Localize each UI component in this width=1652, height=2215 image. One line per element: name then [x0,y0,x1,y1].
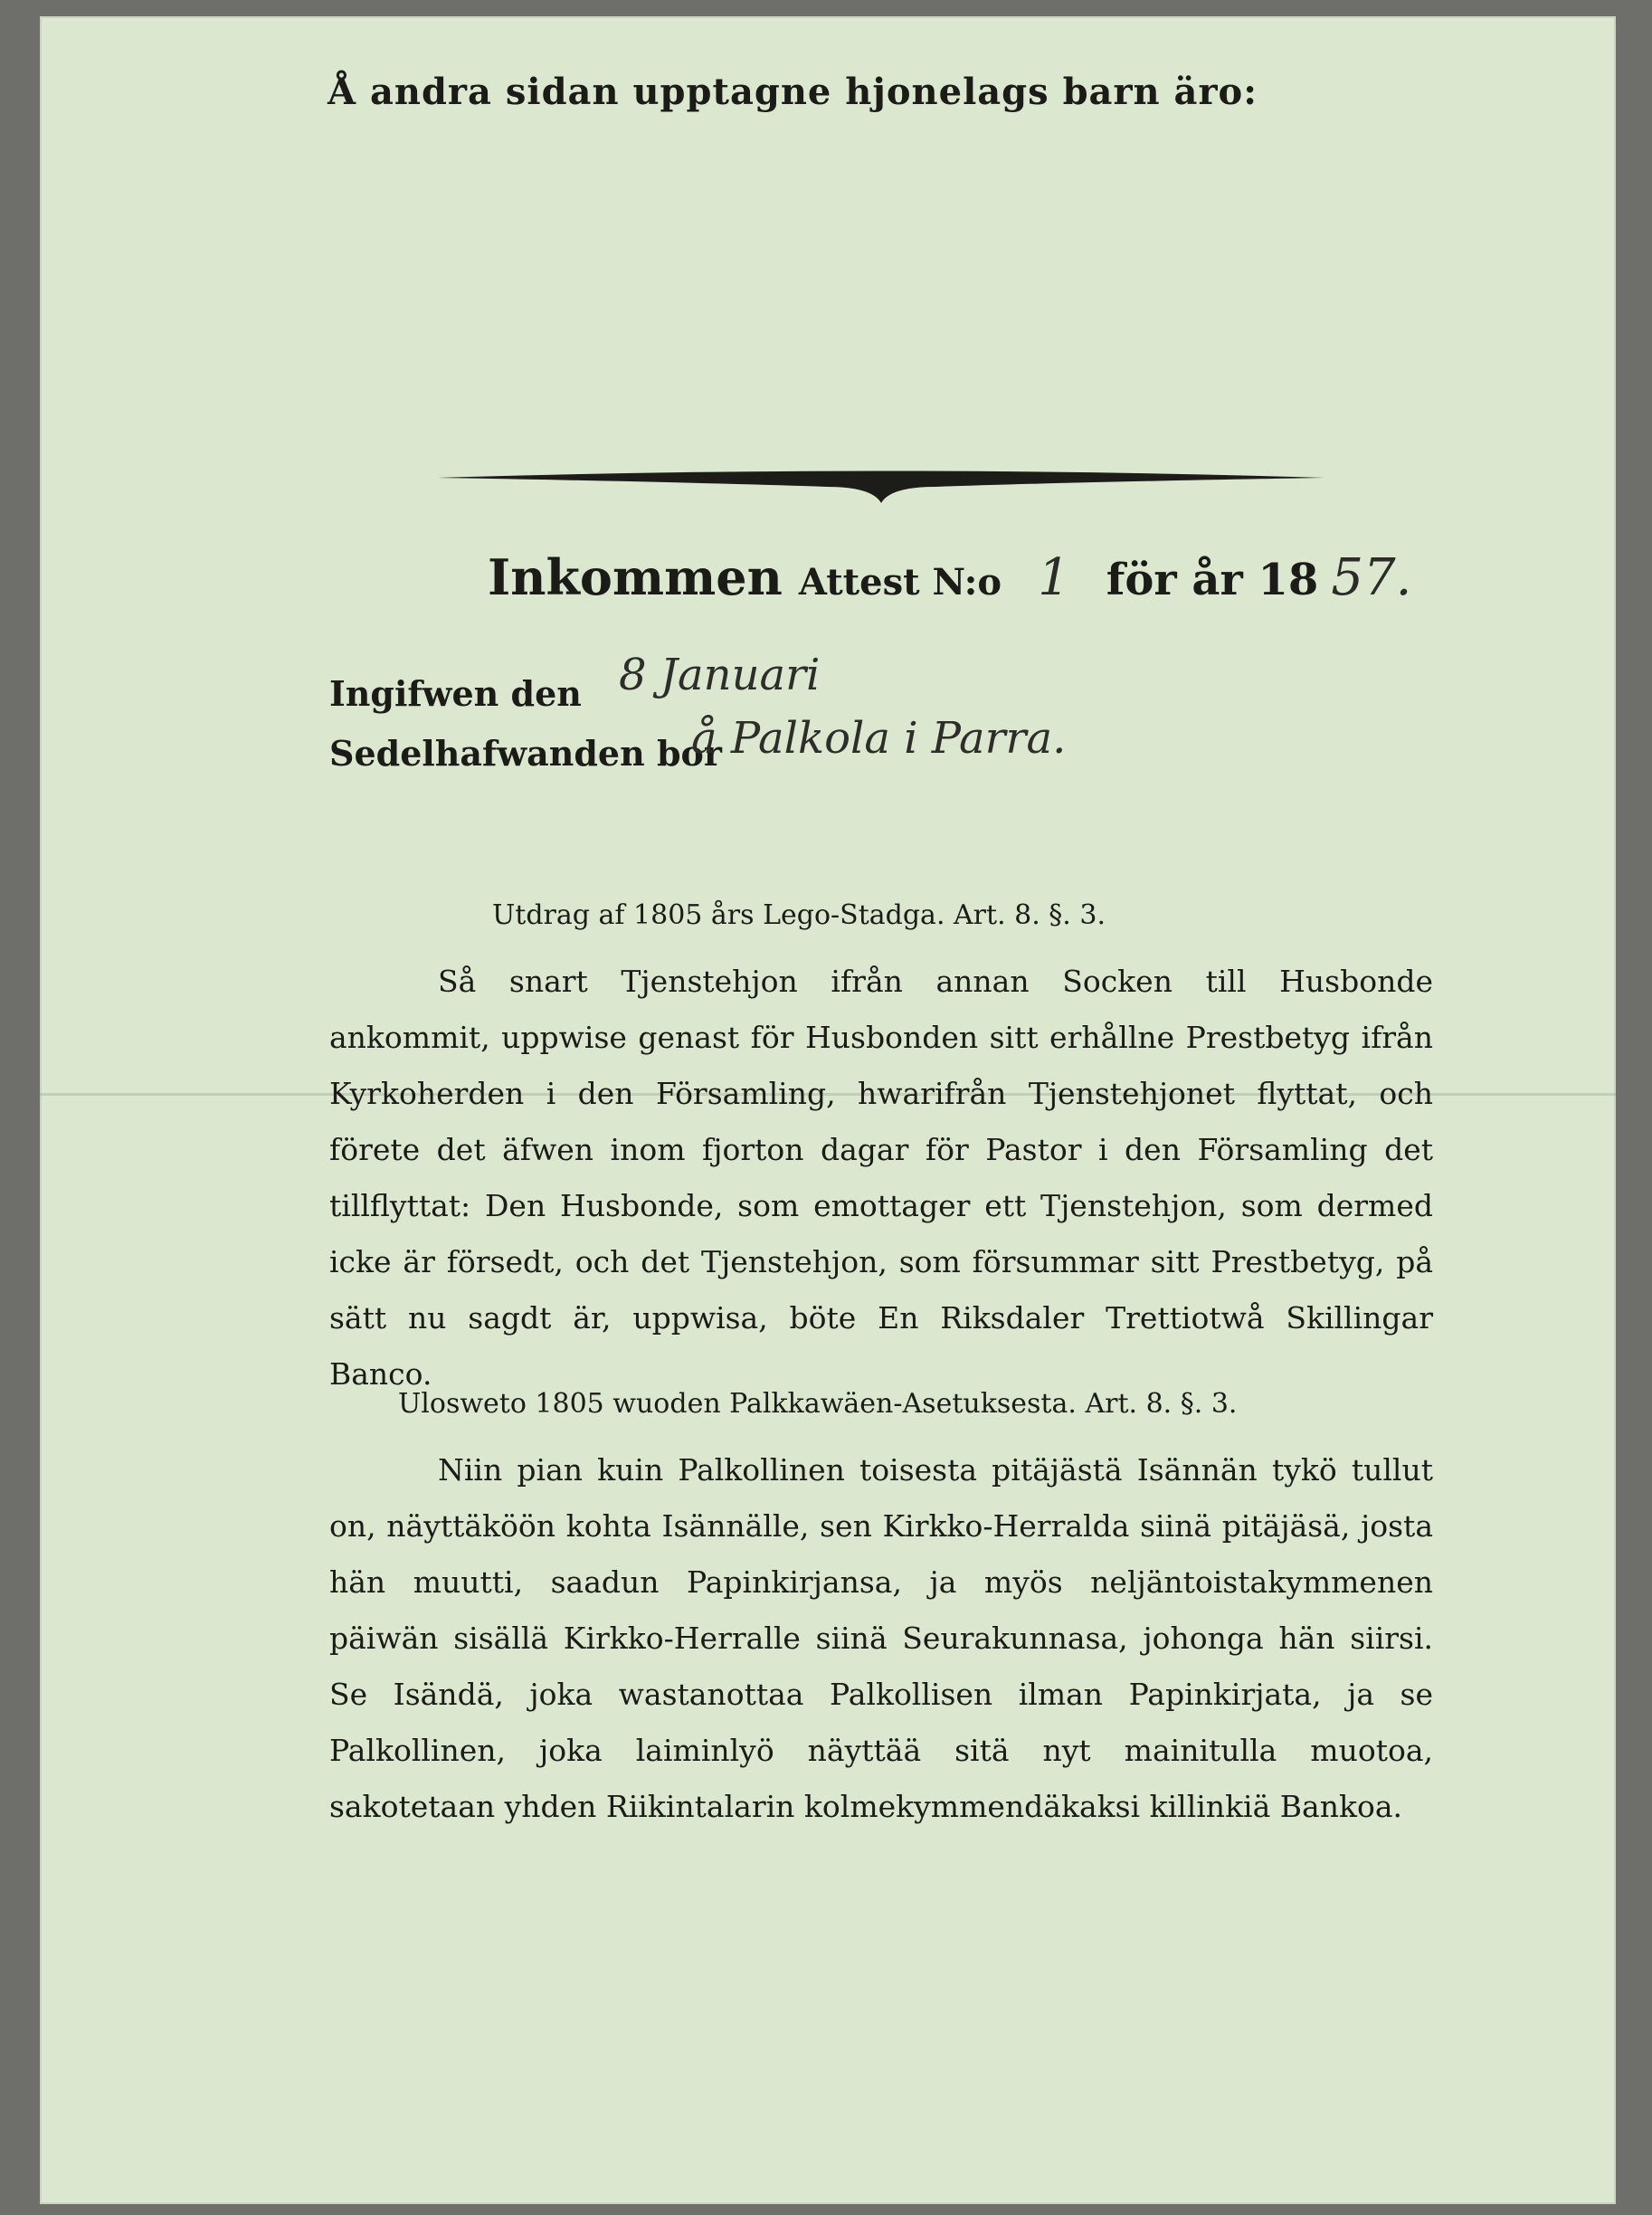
finnish-section-text: Niin pian kuin Palkollinen toisesta pitäjästä Isännän tykö tullut on, näyttäköön kohta Isännälle, sen Kirkko-Herralda siinä pitäjäsä, josta hän muutti, saadun Papinkirjansa, ja myös neljäntoistakymmenen päiwän sisällä Kirkko-Herralle siinä Seurakunnasa, johonga hän siirsi. Se Isändä, joka wastanottaa Palkollisen ilman Papinkirjata, ja se Palkollinen, joka laiminlyö näyttää sitä nyt mainitulla muotoa, sakotetaan yhden Riikintalarin kolmekymmendäkaksi killinkiä Bankoa. [329,1452,1433,1824]
field-value-residence: å Palkola i Parra. [691,713,1067,764]
title-attest-label: Attest N:o [798,561,1002,604]
field-label-sedelhafwanden: Sedelhafwanden bor [329,733,722,774]
finnish-section-heading: Ulosweto 1805 wuoden Palkkawäen-Asetuksesta. Art. 8. §. 3. [398,1388,1238,1420]
title-year-label: för år 18 [1106,555,1319,605]
document-page [40,16,1616,2204]
attest-number: 1 [1038,548,1070,607]
swedish-section-heading: Utdrag af 1805 års Lego-Stadga. Art. 8. §. 3. [492,899,1106,931]
attest-title [488,548,1411,607]
swedish-section-text: Så snart Tjenstehjon ifrån annan Socken till Husbonde ankommit, uppwise genast för Husbonden sitt erhållne Prestbetyg ifrån Kyrkoherden i den Församling, hwarifrån Tjenstehjonet flyttat, och förete det äfwen inom fjorton dagar för Pastor i den Församling det tillflyttat: Den Husbonde, som emottager ett Tjenstehjon, som dermed icke är försedt, och det Tjenstehjon, som försummar sitt Prestbetyg, på sätt nu sagdt är, uppwisa, böte En Riksdaler Trettiotwå Skillingar Banco. [329,964,1433,1392]
field-value-date: 8 Januari [619,650,821,700]
attest-year-suffix: 57. [1331,548,1412,607]
field-label-ingifwen: Ingifwen den [329,673,582,714]
ornament-divider [429,460,1334,514]
top-heading: Å andra sidan upptagne hjonelags barn äro: [328,71,1258,113]
title-main: Inkommen [488,548,783,606]
